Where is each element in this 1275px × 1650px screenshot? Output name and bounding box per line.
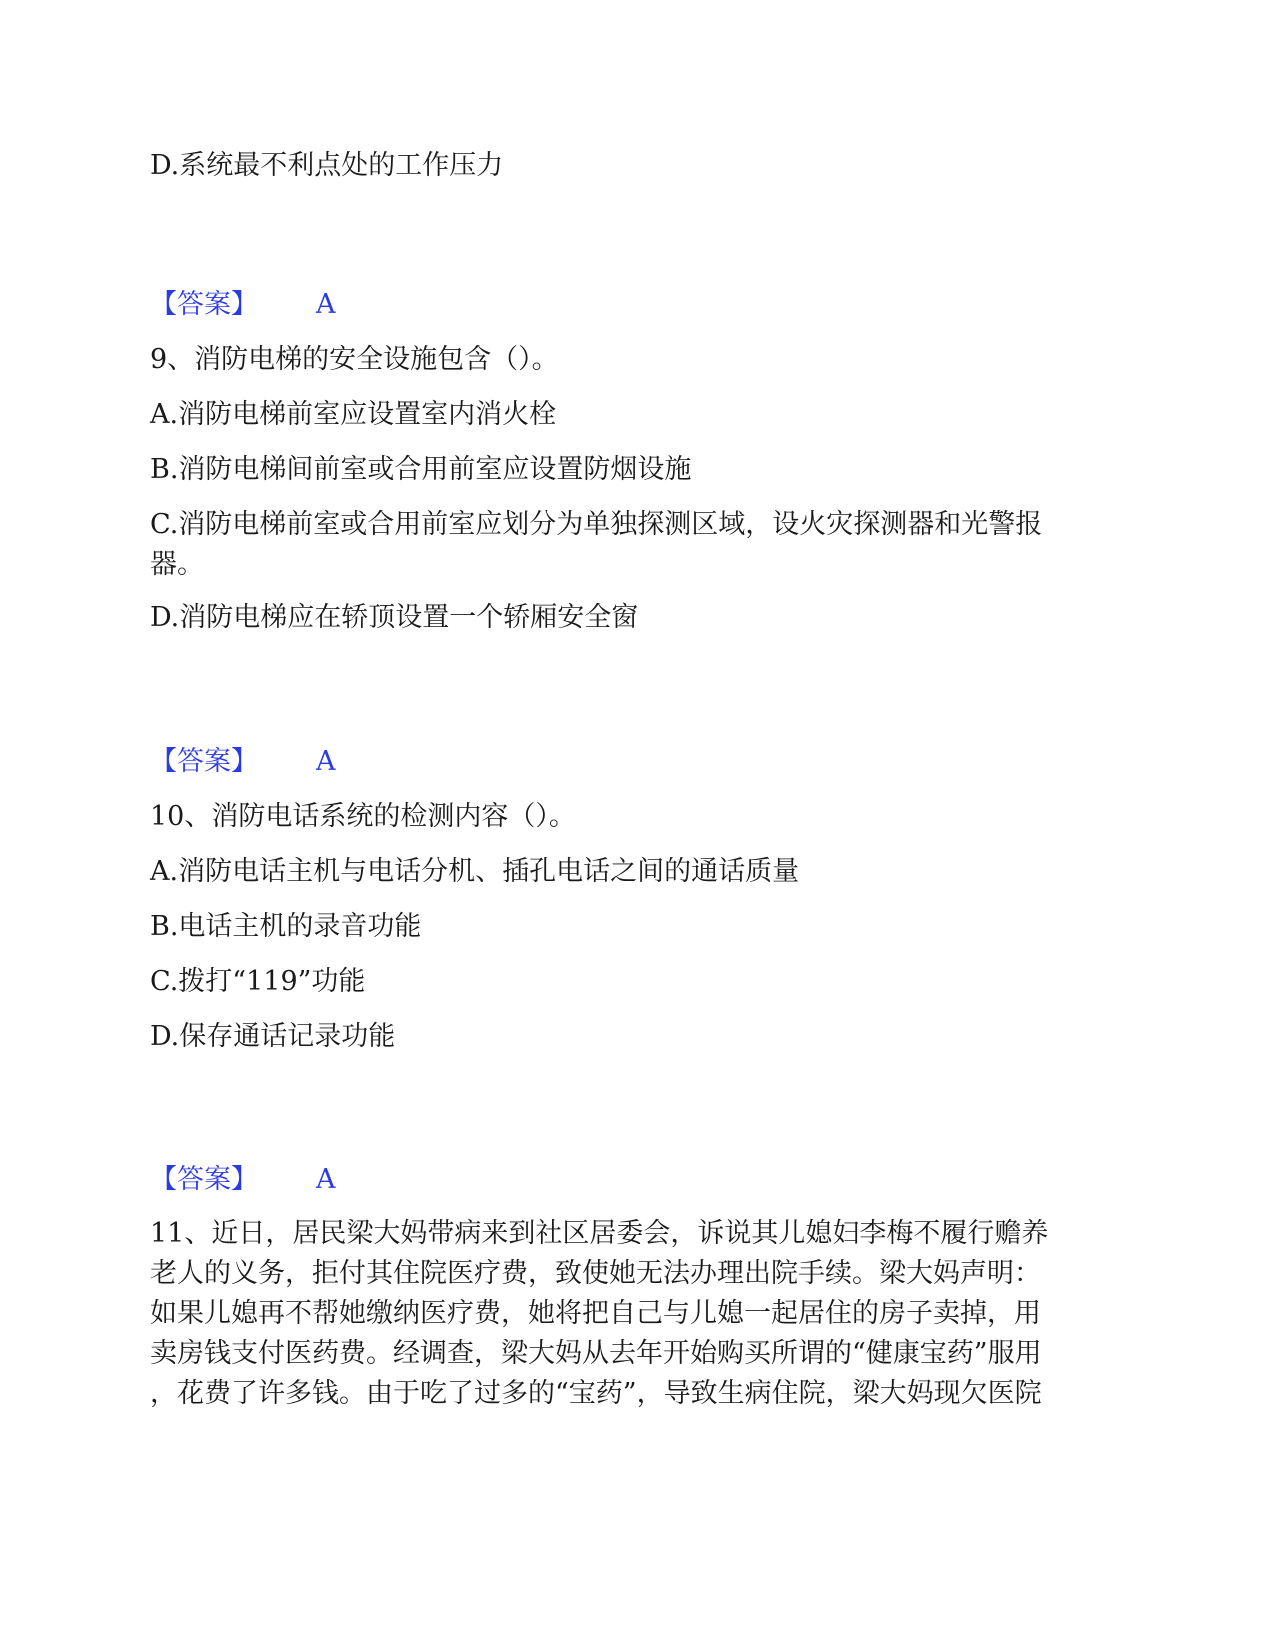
q9-option-c-line1: C.消防电梯前室或合用前室应划分为单独探测区域，设火灾探测器和光警报 (150, 509, 1043, 540)
q11-line-2: 老人的义务，拒付其住院医疗费，致使她无法办理出院手续。梁大妈声明： (150, 1258, 1041, 1289)
q11-line-3: 如果儿媳再不帮她缴纳医疗费，她将把自己与儿媳一起居住的房子卖掉，用 (150, 1298, 1041, 1329)
q8-answer (150, 285, 336, 325)
q9-option-a: A.消防电梯前室应设置室内消火栓 (150, 399, 557, 430)
q8-answer-value: A (316, 289, 336, 320)
q11-line-1: 11、近日，居民梁大妈带病来到社区居委会，诉说其儿媳妇李梅不履行赡养 (150, 1218, 1049, 1249)
q9-option-d: D.消防电梯应在轿顶设置一个轿厢安全窗 (150, 602, 639, 633)
q10-answer-tag: 【答案】 (150, 1164, 258, 1195)
q9-answer-value: A (316, 746, 336, 777)
q10-option-c: C.拨打“119”功能 (150, 966, 366, 997)
q11-line-5: ，花费了许多钱。由于吃了过多的“宝药”，导致生病住院，梁大妈现欠医院 (150, 1378, 1042, 1409)
q10-option-b: B.电话主机的录音功能 (150, 911, 422, 942)
q10-option-a: A.消防电话主机与电话分机、插孔电话之间的通话质量 (150, 856, 800, 887)
q10-stem: 10、消防电话系统的检测内容（）。 (150, 801, 576, 832)
q10-option-d: D.保存通话记录功能 (150, 1021, 396, 1052)
q9-answer (150, 742, 336, 782)
q9-option-c-line2: 器。 (150, 549, 204, 580)
q9-stem: 9、消防电梯的安全设施包含（）。 (150, 344, 559, 375)
q9-option-b: B.消防电梯间前室或合用前室应设置防烟设施 (150, 454, 692, 485)
q10-answer-value: A (316, 1164, 336, 1195)
q8-option-d: D.系统最不利点处的工作压力 (150, 150, 504, 181)
q8-answer-tag: 【答案】 (150, 289, 258, 320)
q11-line-4: 卖房钱支付医药费。经调查，梁大妈从去年开始购买所谓的“健康宝药”服用 (150, 1338, 1042, 1369)
q9-answer-tag: 【答案】 (150, 746, 258, 777)
q10-answer (150, 1160, 336, 1200)
